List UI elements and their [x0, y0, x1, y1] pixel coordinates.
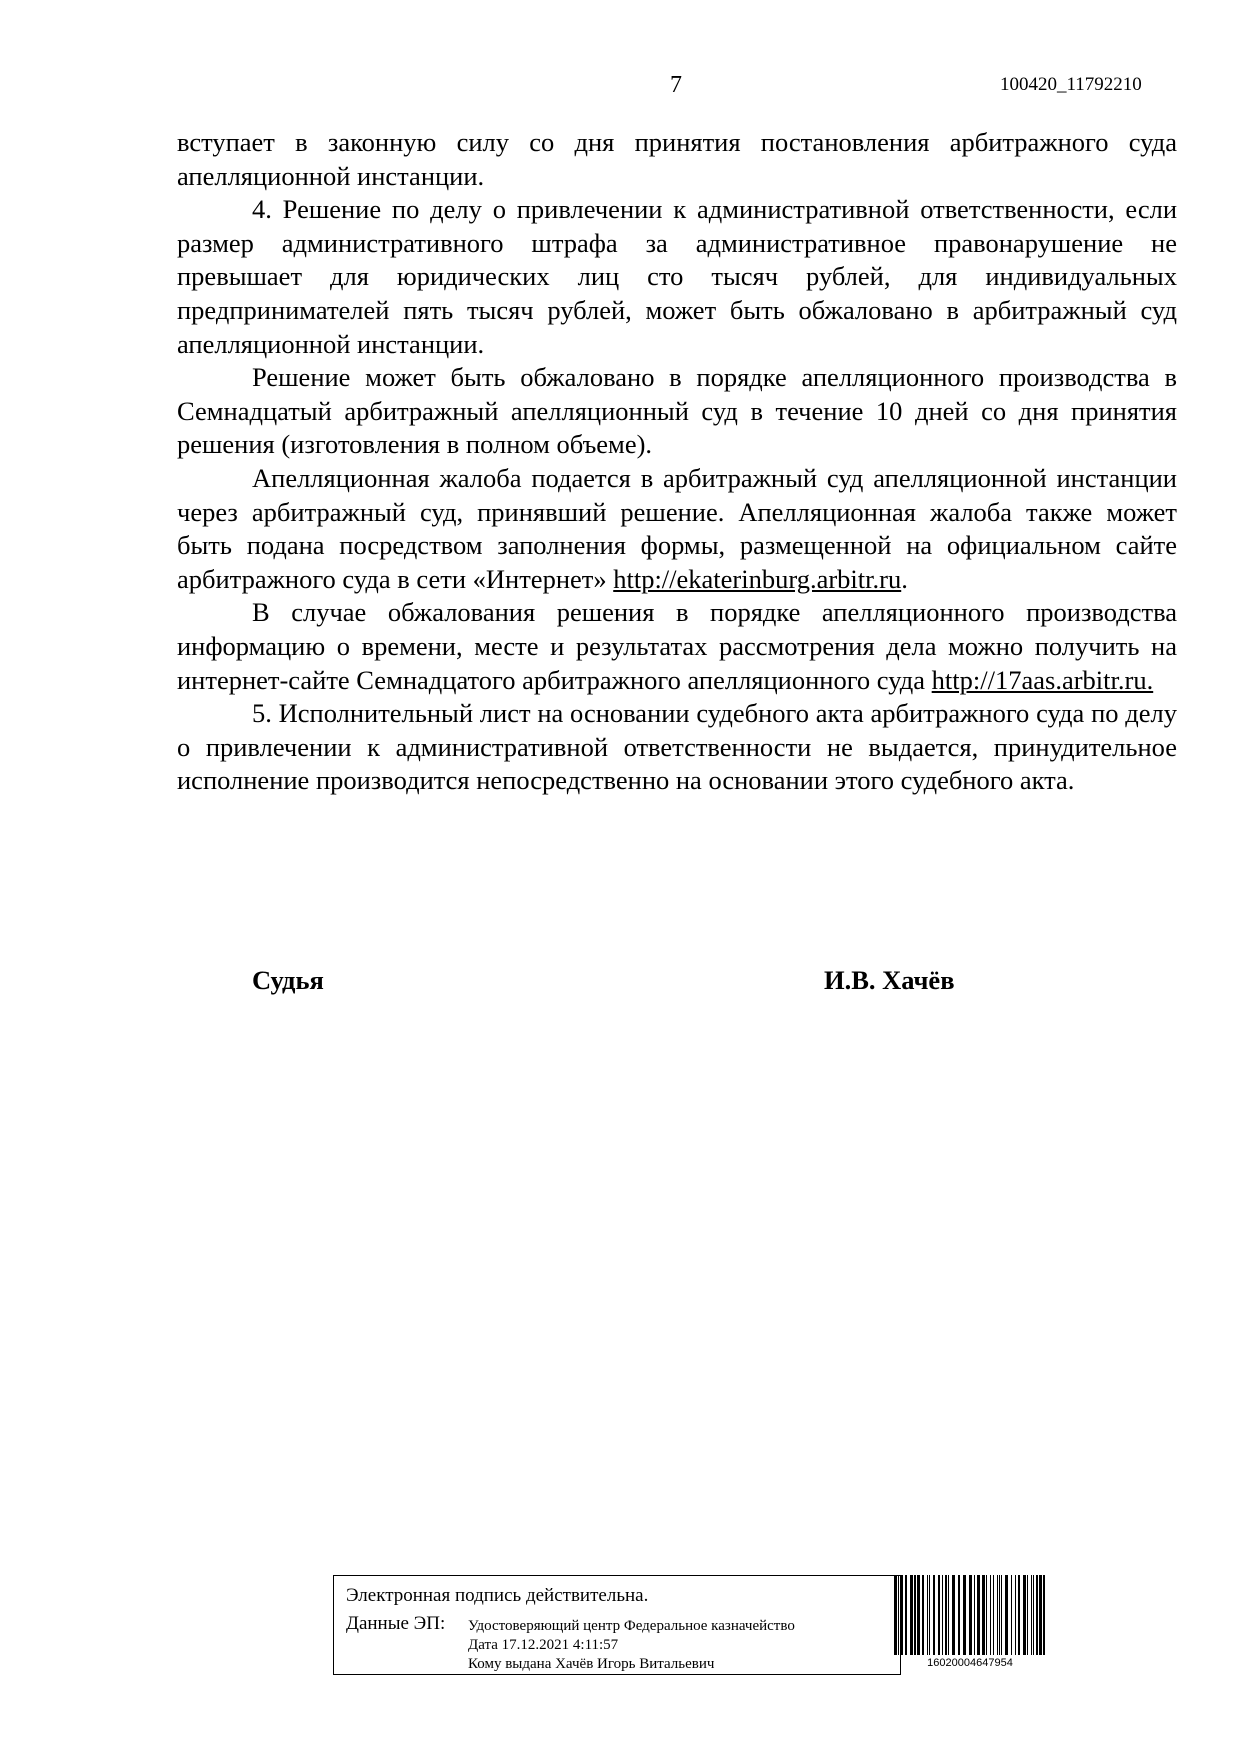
barcode-bar: [1039, 1575, 1042, 1655]
e-signature-valid-text: Электронная подпись действительна.: [346, 1585, 649, 1606]
barcode-bar: [929, 1575, 930, 1655]
barcode-bar: [905, 1575, 907, 1655]
barcode-bar: [927, 1575, 928, 1655]
barcode-bar: [1015, 1575, 1016, 1655]
barcode-icon: [894, 1575, 1046, 1655]
barcode-bar: [977, 1575, 980, 1655]
barcode-bar: [969, 1575, 972, 1655]
barcode-bar: [1018, 1575, 1020, 1655]
ekaterinburg-court-link[interactable]: http://ekaterinburg.arbitr.ru: [613, 563, 902, 594]
paragraph-text: Апелляционная жалоба подается в арбитражный суд апелляционной инстанции через арбитражный суд, принявший решение. Апелляционная жалоба также может быть подана посредством заполнения формы, размещенной на официальном сайте арбитражного суда в сети «Интернет»: [177, 462, 1177, 594]
paragraph: 5. Исполнительный лист на основании судебного акта арбитражного суда по делу о привлечении к административной ответственности не выдается, принудительное исполнение производится непосредственно на основании этого судебного акта.: [177, 698, 1177, 796]
barcode-bar: [993, 1575, 994, 1655]
paragraph: 4. Решение по делу о привлечении к административной ответственности, если размер административного штрафа за административное правонарушение не превышает для юридических лиц сто тысяч рублей, для индивидуальных предпринимателей пять тысяч рублей, может быть обжаловано в арбитражный суд апелляционной инстанции.: [177, 194, 1177, 359]
barcode-bar: [990, 1575, 991, 1655]
barcode-bar: [963, 1575, 966, 1655]
barcode-bar: [952, 1575, 955, 1655]
document-body: [177, 126, 1177, 798]
paragraph: [177, 596, 1177, 697]
barcode-bar: [938, 1575, 940, 1655]
barcode-bar: [1023, 1575, 1026, 1655]
barcode-bar: [1027, 1575, 1028, 1655]
barcode-bar: [901, 1575, 903, 1655]
paragraph-end: .: [901, 563, 908, 594]
barcode-bar: [1036, 1575, 1038, 1655]
barcode-bar: [942, 1575, 943, 1655]
barcode-bar: [982, 1575, 985, 1655]
barcode-bar: [1043, 1575, 1045, 1655]
page-number: 7: [670, 72, 682, 98]
appeal-court-link[interactable]: http://17aas.arbitr.ru.: [931, 664, 1154, 695]
barcode-bar: [894, 1575, 897, 1655]
barcode-bar: [933, 1575, 935, 1655]
barcode-bar: [910, 1575, 913, 1655]
paragraph: Решение может быть обжаловано в порядке апелляционного производства в Семнадцатый арбитражный апелляционный суд в течение 10 дней со дня принятия решения (изготовления в полном объеме).: [177, 362, 1177, 460]
barcode-bar: [1011, 1575, 1012, 1655]
barcode-bar: [1031, 1575, 1032, 1655]
barcode-bar: [1005, 1575, 1008, 1655]
barcode-bar: [917, 1575, 920, 1655]
barcode-bar: [1001, 1575, 1002, 1655]
paragraph-text: В случае обжалования решения в порядке апелляционного производства информацию о времени, месте и результатах рассмотрения дела можно получить на интернет-сайте Семнадцатого арбитражного апелляционного суда: [177, 597, 1177, 695]
barcode-bar: [986, 1575, 987, 1655]
document-number: 100420_11792210: [1000, 74, 1142, 95]
barcode-bar: [945, 1575, 947, 1655]
e-signature-date: Дата 17.12.2021 4:11:57: [468, 1637, 619, 1653]
barcode-bar: [974, 1575, 975, 1655]
paragraph: вступает в законную силу со дня принятия постановления арбитражного суда апелляционной инстанции.: [177, 127, 1177, 191]
barcode-bar: [948, 1575, 949, 1655]
barcode-digits: 16020004647954: [927, 1657, 1013, 1669]
e-signature-data-label: Данные ЭП:: [346, 1613, 446, 1634]
paragraph: [177, 462, 1177, 596]
e-signature-box: [333, 1575, 901, 1675]
barcode-bar: [999, 1575, 1000, 1655]
barcode-bar: [898, 1575, 899, 1655]
e-signature-issuer: Удостоверяющий центр Федеральное казначейство: [468, 1618, 795, 1634]
barcode-bar: [958, 1575, 960, 1655]
barcode-bar: [997, 1575, 998, 1655]
signature-role: Судья: [252, 965, 324, 995]
barcode-bar: [1033, 1575, 1034, 1655]
barcode-bar: [914, 1575, 916, 1655]
e-signature-issued-to: Кому выдана Хачёв Игорь Витальевич: [468, 1656, 715, 1672]
barcode-bar: [922, 1575, 924, 1655]
signature-name: И.В. Хачёв: [824, 965, 955, 995]
